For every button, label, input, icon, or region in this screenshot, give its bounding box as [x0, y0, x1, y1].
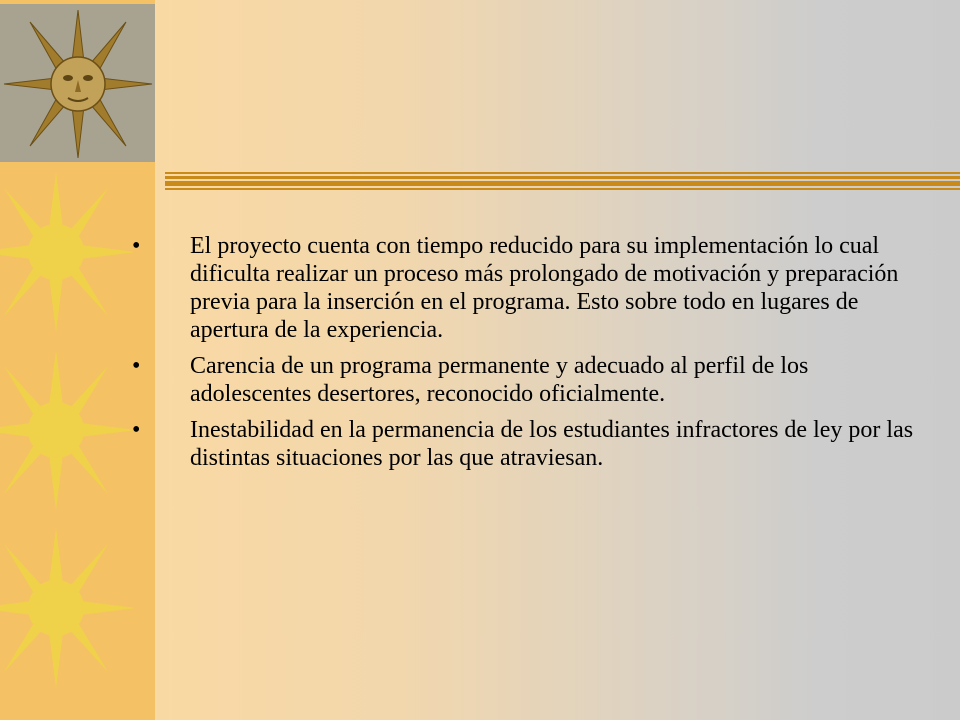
- list-item: [120, 416, 930, 472]
- list-item-text: Carencia de un programa permanente y adecuado al perfil de los adolescentes desertores, reconocido oficialmente.: [190, 353, 809, 407]
- sun-face-icon: [0, 4, 155, 162]
- list-item: [120, 352, 930, 408]
- decorative-sun-icon: [0, 528, 133, 688]
- bullet-icon: •: [132, 353, 141, 379]
- list-item-text: Inestabilidad en la permanencia de los estudiantes infractores de ley por las distintas situaciones por las que atraviesan.: [190, 417, 914, 471]
- sun-face-logo: [0, 4, 155, 162]
- decorative-sun-icon: [0, 172, 133, 332]
- decorative-sun-icon: [0, 350, 133, 510]
- list-item-text: El proyecto cuenta con tiempo reducido para su implementación lo cual dificulta realizar un proceso más prolongado de motivación y preparación previa para la inserción en el programa. Esto sobre todo en lugares de apertura de la experiencia.: [190, 233, 899, 343]
- bullet-list: [120, 232, 930, 480]
- bullet-icon: •: [132, 233, 141, 259]
- bullet-icon: •: [132, 417, 141, 443]
- list-item: [120, 232, 930, 344]
- title-divider-rule: [165, 172, 960, 192]
